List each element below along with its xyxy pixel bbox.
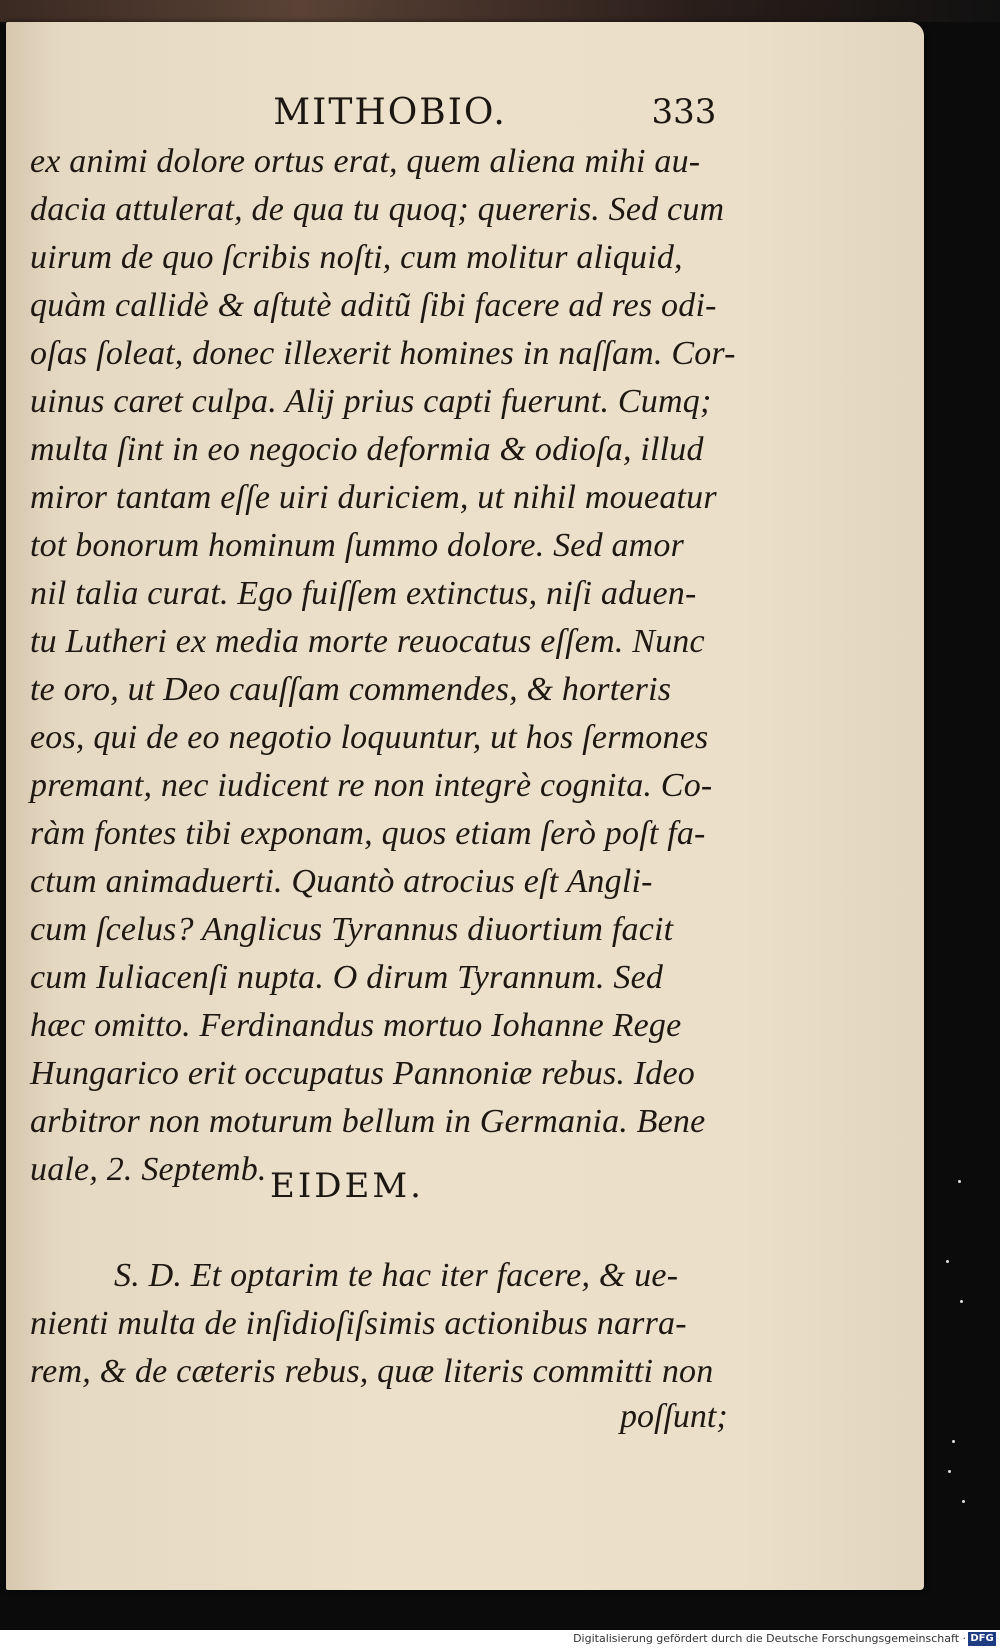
text-line: tot bonorum hominum ſummo dolore. Sed amor — [30, 527, 685, 564]
letter-body — [30, 138, 736, 1194]
text-line: nienti multa de inſidioſiſsimis actionibus narra- — [30, 1305, 687, 1342]
text-line: ctum animaduerti. Quantò atrocius eſt Angli- — [30, 863, 653, 900]
text-line: multa ſint in eo negocio deformia & odioſa, illud — [30, 431, 704, 468]
text-line: uale, 2. Septemb. — [30, 1151, 267, 1188]
page-number: 333 — [651, 92, 717, 132]
text-line: quàm callidè & aſtutè aditũ ſibi facere ad res odi- — [30, 287, 717, 324]
catchword: poſſunt; — [620, 1398, 728, 1435]
text-line: nil talia curat. Ego fuiſſem extinctus, niſi aduen- — [30, 575, 697, 612]
letter-heading: EIDEM. — [270, 1166, 424, 1206]
running-head: MITHOBIO. — [273, 92, 507, 133]
text-line: premant, nec iudicent re non integrè cognita. Co- — [30, 767, 713, 804]
funding-credit: Digitalisierung gefördert durch die Deutsche Forschungsgemeinschaft · — [573, 1632, 966, 1645]
second-letter-body — [30, 1252, 730, 1396]
text-line: cum Iuliacenſi nupta. O dirum Tyrannum. Sed — [30, 959, 664, 996]
text-line: cum ſcelus? Anglicus Tyrannus diuortium facit — [30, 911, 674, 948]
text-line: oſas ſoleat, donec illexerit homines in naſſam. Cor- — [30, 335, 736, 372]
text-line: hæc omitto. Ferdinandus mortuo Iohanne Rege — [30, 1007, 682, 1044]
scan-top-edge — [0, 0, 1000, 22]
text-line: rem, & de cæteris rebus, quæ literis committi non — [30, 1353, 714, 1390]
text-line: S. D. Et optarim te hac iter facere, & ue- — [114, 1257, 679, 1294]
text-line: te oro, ut Deo cauſſam commendes, & horteris — [30, 671, 672, 708]
text-line: arbitror non moturum bellum in Germania. Bene — [30, 1103, 706, 1140]
text-line: uirum de quo ſcribis noſti, cum molitur aliquid, — [30, 239, 683, 276]
text-line: dacia attulerat, de qua tu quoq; quereris. Sed cum — [30, 191, 725, 228]
text-line: eos, qui de eo negotio loquuntur, ut hos ſermones — [30, 719, 709, 756]
text-line: ràm fontes tibi exponam, quos etiam ſerò poſt fa- — [30, 815, 706, 852]
dfg-logo: DFG — [968, 1632, 996, 1646]
text-line: ex animi dolore ortus erat, quem aliena mihi au- — [30, 143, 701, 180]
text-line: tu Lutheri ex media morte reuocatus eſſem. Nunc — [30, 623, 705, 660]
text-line: uinus caret culpa. Alij prius capti fuerunt. Cumq; — [30, 383, 712, 420]
text-line: Hungarico erit occupatus Pannoniæ rebus. Ideo — [30, 1055, 695, 1092]
text-line: miror tantam eſſe uiri duriciem, ut nihil moueatur — [30, 479, 717, 516]
